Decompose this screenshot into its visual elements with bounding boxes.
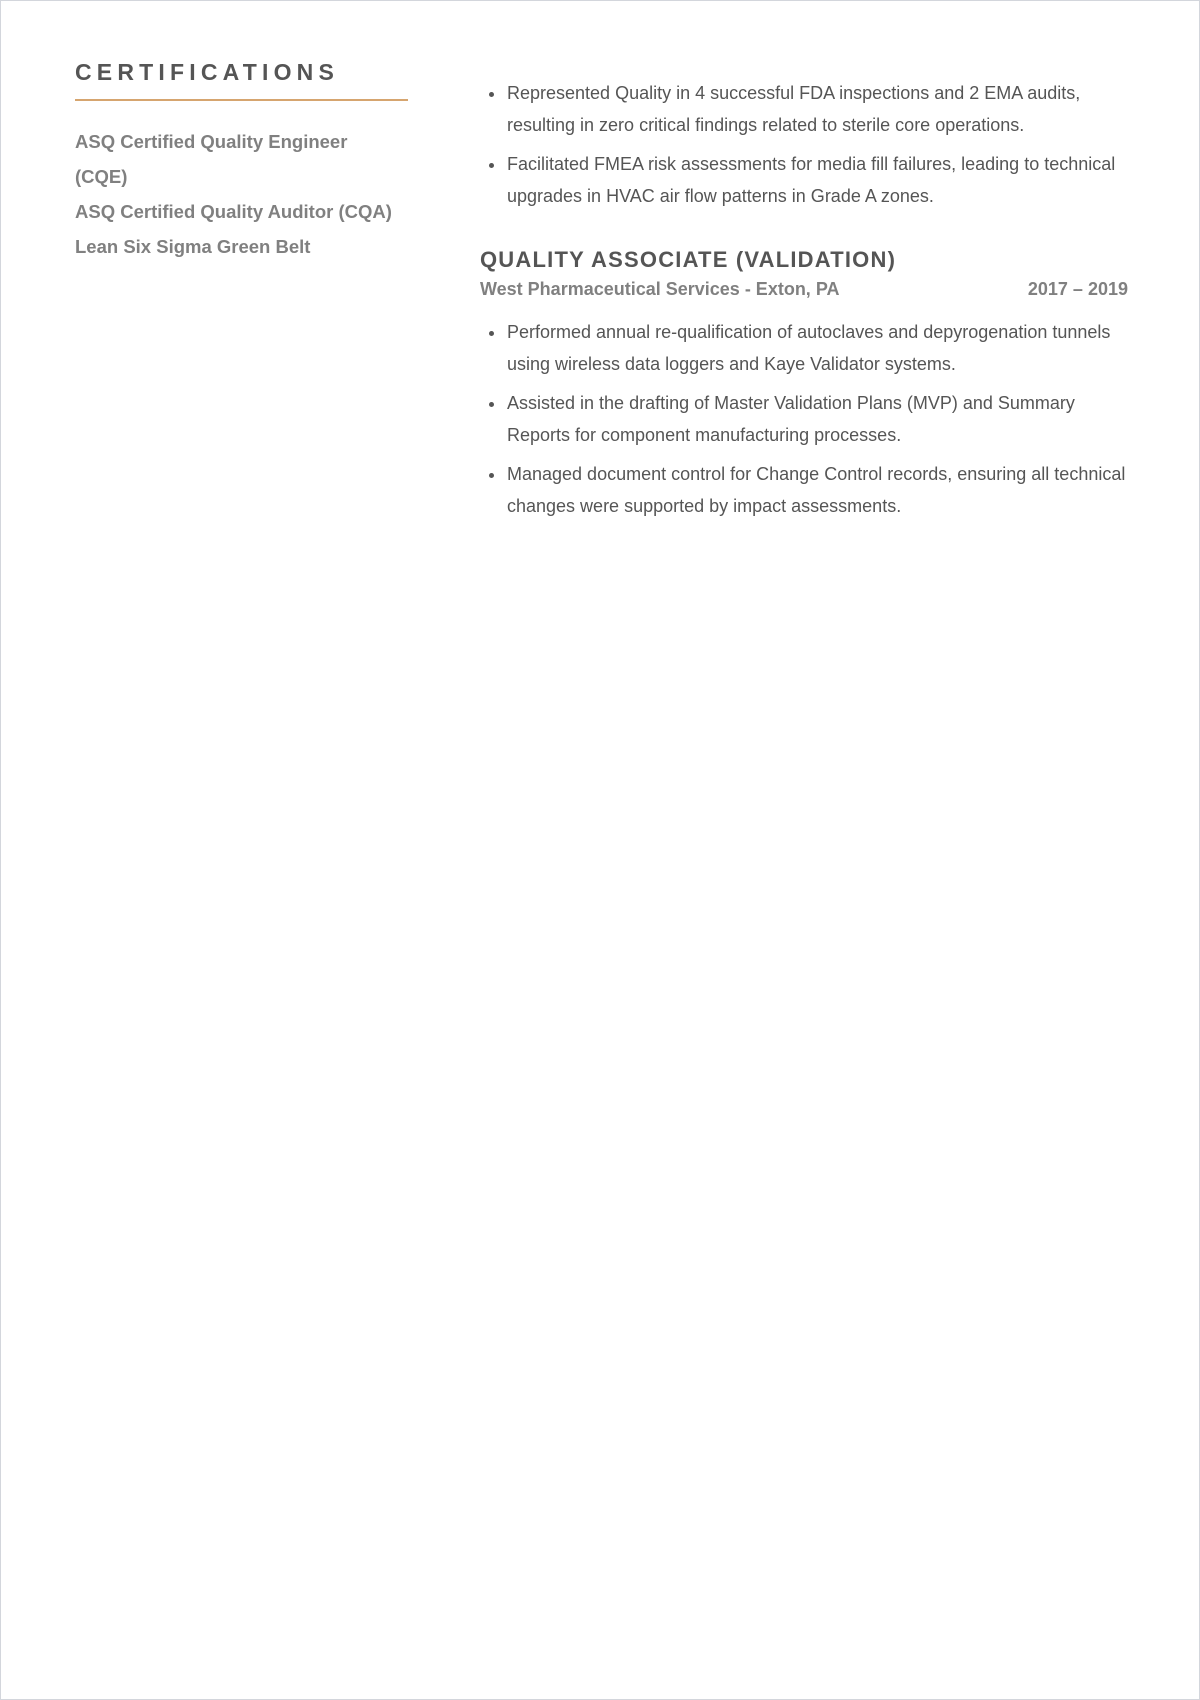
job-meta (480, 276, 1128, 302)
certifications-section (75, 55, 408, 264)
certifications-list (75, 124, 408, 264)
previous-role-bullets (480, 78, 1128, 212)
job-title: QUALITY ASSOCIATE (VALIDATION) (480, 247, 897, 272)
experience-section (480, 78, 1128, 530)
certification-item: ASQ Certified Quality Auditor (CQA) (75, 201, 392, 222)
certification-item: Lean Six Sigma Green Belt (75, 236, 311, 257)
job-company: West Pharmaceutical Services - Exton, PA (480, 279, 840, 299)
job-bullets (480, 317, 1128, 522)
experience-bullet: Facilitated FMEA risk assessments for media fill failures, leading to technical upgrades in HVAC air flow patterns in Grade A zones. (480, 149, 1128, 212)
job-entry (480, 244, 1128, 522)
experience-bullet: Assisted in the drafting of Master Validation Plans (MVP) and Summary Reports for component manufacturing processes. (480, 388, 1128, 451)
experience-bullet: Performed annual re-qualification of autoclaves and depyrogenation tunnels using wireless data loggers and Kaye Validator systems. (480, 317, 1128, 380)
experience-bullet: Represented Quality in 4 successful FDA inspections and 2 EMA audits, resulting in zero critical findings related to sterile core operations. (480, 78, 1128, 141)
certification-item: ASQ Certified Quality Engineer (CQE) (75, 131, 348, 187)
certifications-heading: CERTIFICATIONS (75, 59, 340, 85)
certifications-divider (75, 99, 408, 101)
job-dates: 2017 – 2019 (1027, 279, 1128, 299)
experience-bullet: Managed document control for Change Control records, ensuring all technical changes were supported by impact assessments. (480, 459, 1128, 522)
